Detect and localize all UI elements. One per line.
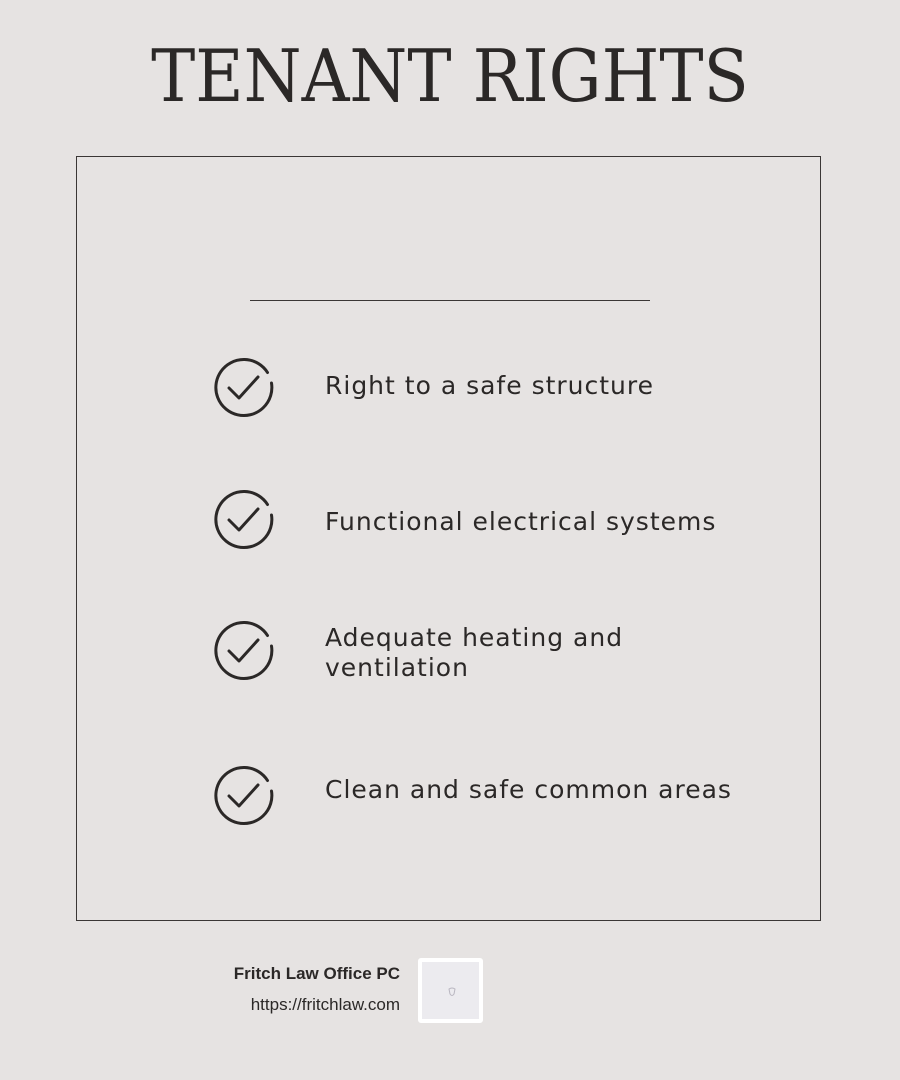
divider-line [250, 300, 650, 301]
right-item-label: Adequate heating and ventilation [325, 623, 624, 682]
company-url-link[interactable]: https://fritchlaw.com [250, 995, 400, 1014]
check-circle-icon [212, 763, 276, 827]
logo-mark-icon [448, 987, 456, 997]
company-logo-icon [418, 958, 483, 1023]
page-title: TENANT RIGHTS [151, 34, 749, 118]
rights-frame [76, 156, 821, 921]
right-item-label: Functional electrical systems [325, 507, 717, 536]
right-item-label: Right to a safe structure [325, 371, 655, 400]
check-circle-icon [212, 487, 276, 551]
check-circle-icon [212, 618, 276, 682]
check-circle-icon [212, 355, 276, 419]
company-name: Fritch Law Office PC [233, 964, 400, 983]
right-item-label: Clean and safe common areas [325, 775, 732, 804]
